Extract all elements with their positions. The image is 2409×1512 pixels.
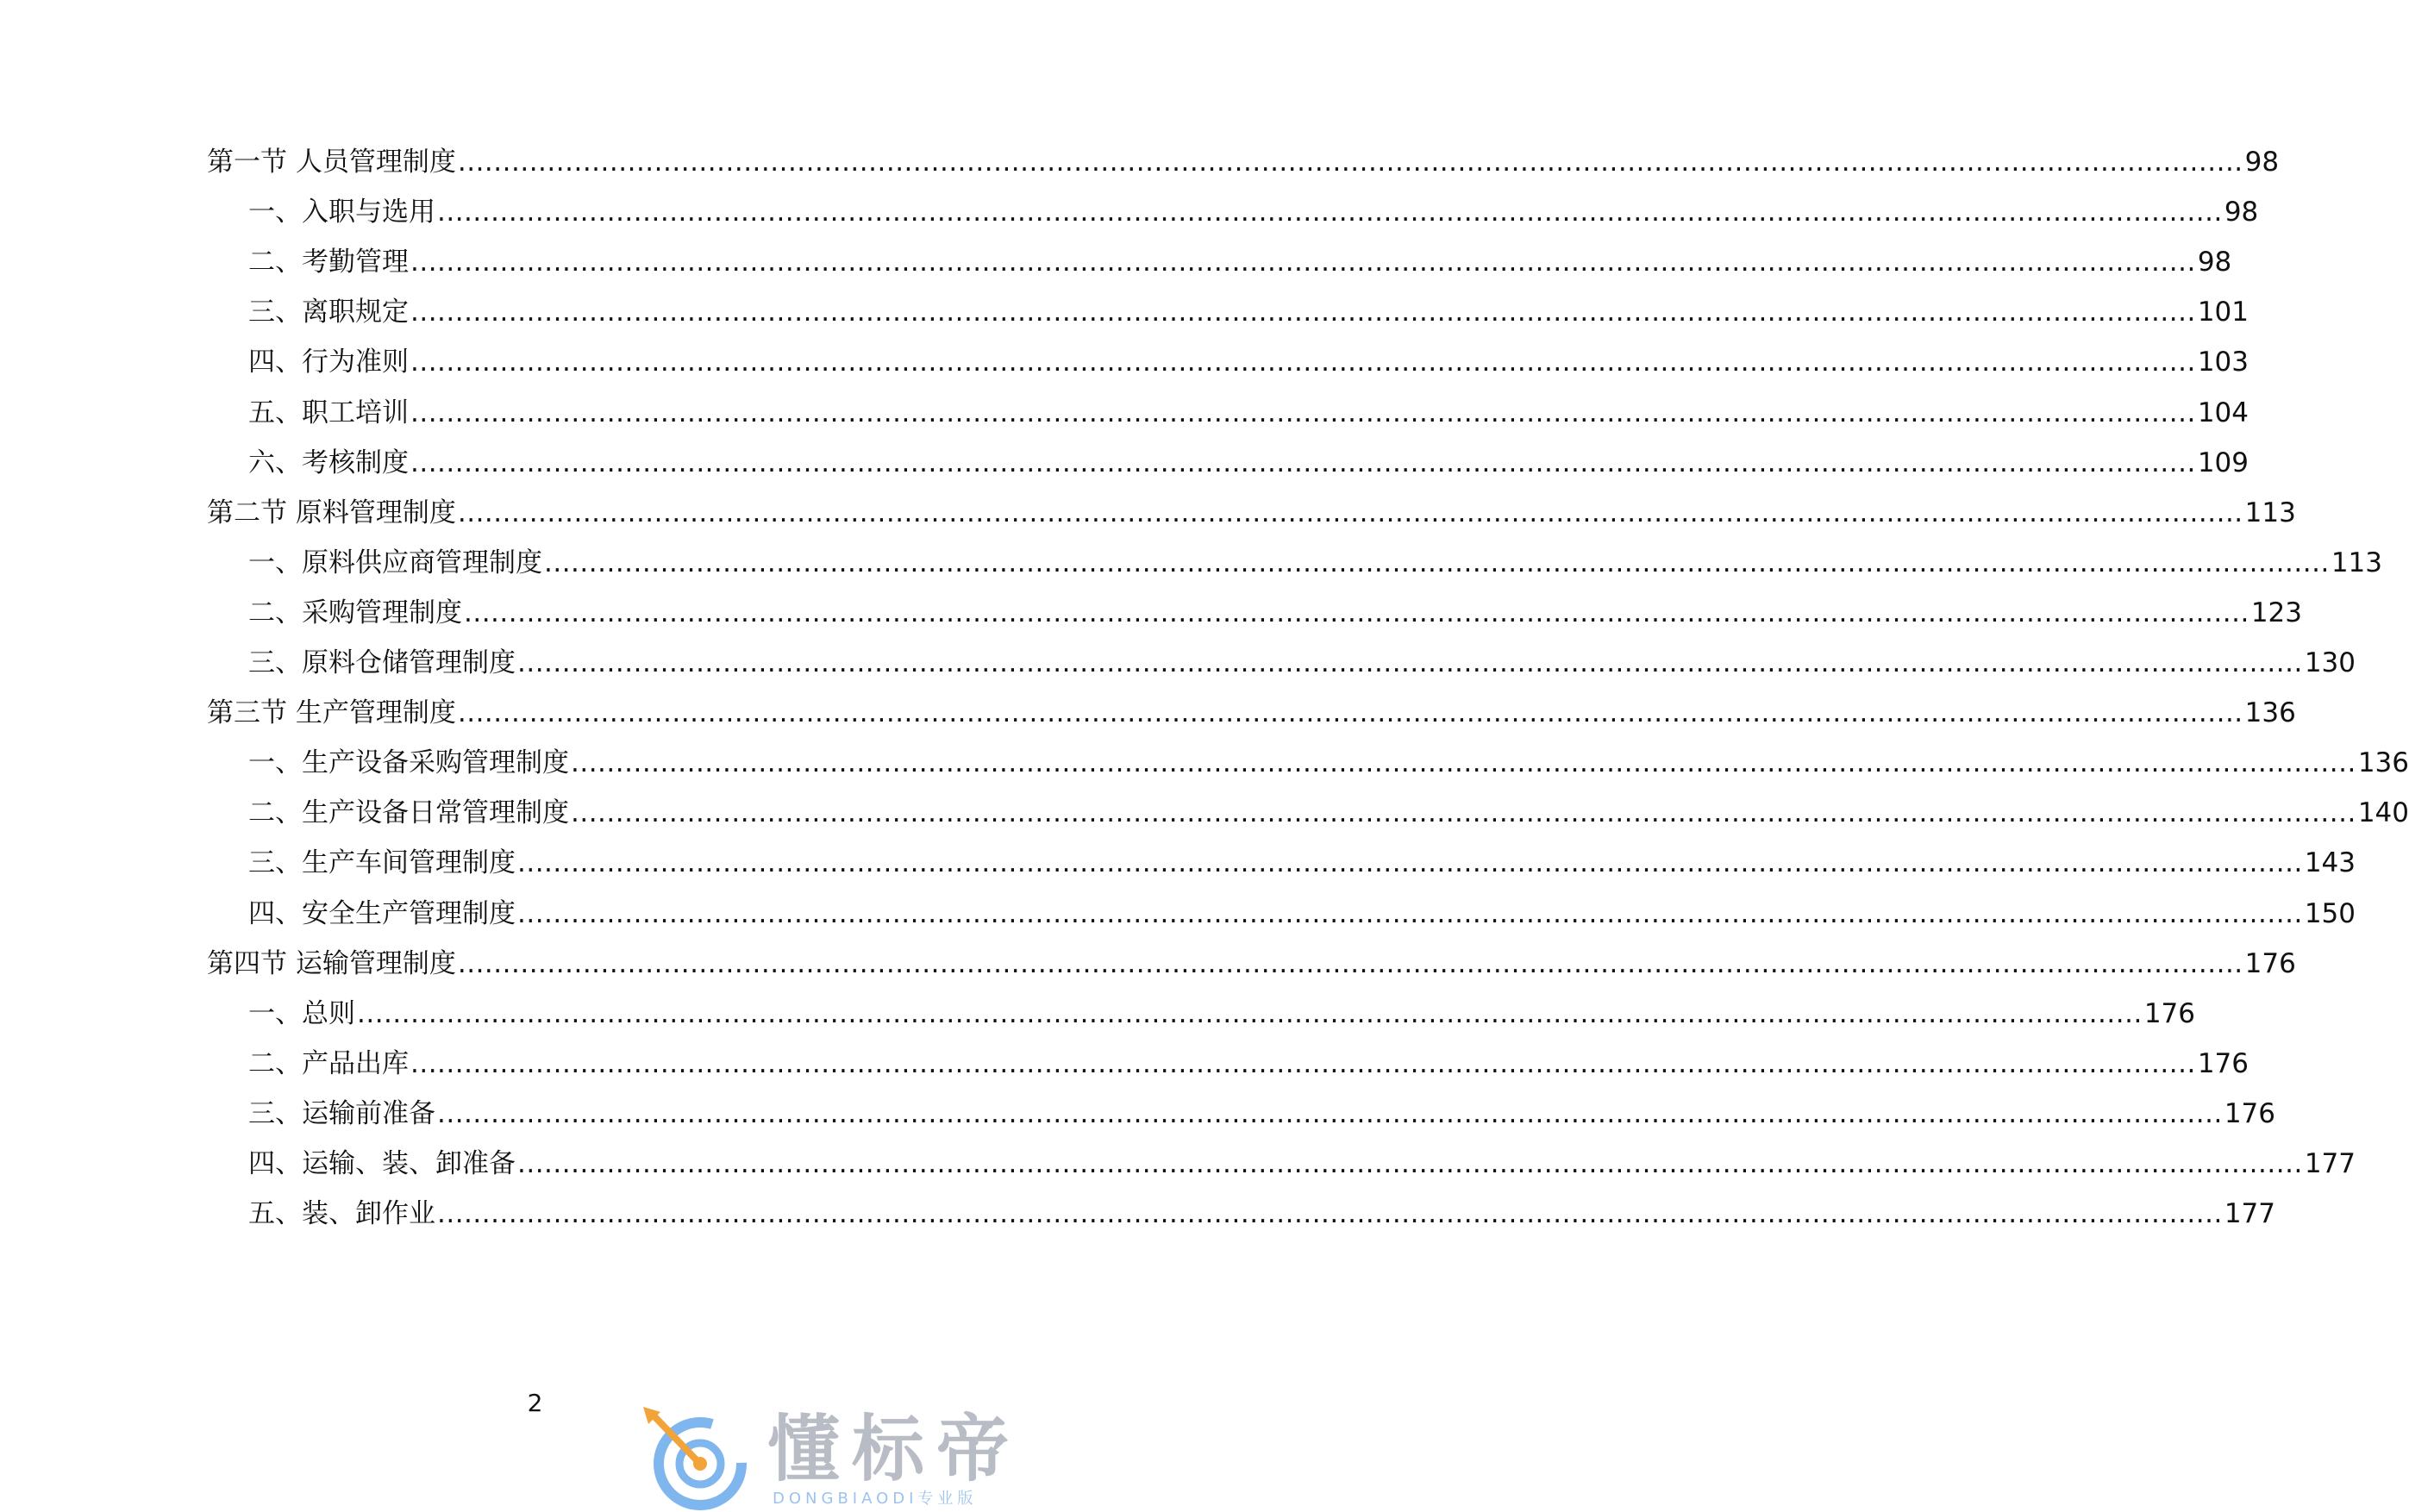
watermark-brand: 懂标帝 — [767, 1407, 1022, 1491]
toc-entry-title: 五、职工培训 — [248, 397, 409, 428]
toc-entry-title: 四、行为准则 — [248, 347, 409, 378]
toc-dot-leader: ........................................................................................................................................................................................................ — [410, 297, 2196, 328]
toc-dot-leader: ........................................................................................................................................................................................................ — [410, 247, 2196, 278]
toc-entry-page: 177 — [2304, 1148, 2356, 1179]
toc-entry-title: 二、考勤管理 — [248, 247, 409, 278]
toc-dot-leader: ........................................................................................................................................................................................................ — [457, 948, 2243, 979]
toc-dot-leader: ........................................................................................................................................................................................................ — [517, 847, 2303, 878]
toc-entry-title: 二、产品出库 — [248, 1048, 409, 1079]
toc-entry-title: 第二节 原料管理制度 — [207, 497, 456, 528]
toc-entry-page: 176 — [2143, 998, 2195, 1029]
toc-dot-leader: ........................................................................................................................................................................................................ — [457, 147, 2243, 178]
toc-dot-leader: ........................................................................................................................................................................................................ — [410, 347, 2196, 378]
toc-item-row[interactable] — [248, 1196, 2275, 1231]
toc-entry-title: 第三节 生产管理制度 — [207, 697, 456, 728]
toc-item-row[interactable] — [248, 245, 2232, 279]
toc-item-row[interactable] — [248, 546, 2382, 580]
toc-entry-page: 103 — [2197, 347, 2249, 378]
toc-entry-title: 二、生产设备日常管理制度 — [248, 797, 569, 828]
toc-entry-title: 三、原料仓储管理制度 — [248, 647, 516, 678]
toc-entry-page: 123 — [2250, 597, 2302, 628]
toc-item-row[interactable] — [248, 646, 2356, 680]
toc-entry-page: 130 — [2304, 647, 2356, 678]
toc-entry-page: 176 — [2244, 948, 2296, 979]
toc-entry-page: 176 — [2224, 1098, 2275, 1129]
toc-section-row[interactable] — [207, 145, 2280, 179]
toc-dot-leader: ........................................................................................................................................................................................................ — [457, 697, 2243, 728]
toc-entry-page: 177 — [2224, 1198, 2275, 1229]
toc-entry-title: 一、生产设备采购管理制度 — [248, 747, 569, 778]
toc-dot-leader: ........................................................................................................................................................................................................ — [544, 547, 2330, 578]
toc-dot-leader: ........................................................................................................................................................................................................ — [410, 447, 2196, 478]
toc-item-row[interactable] — [248, 295, 2249, 329]
toc-dot-leader: ........................................................................................................................................................................................................ — [517, 647, 2303, 678]
toc-entry-title: 一、总则 — [248, 998, 355, 1029]
toc-item-row[interactable] — [248, 846, 2356, 880]
toc-entry-page: 113 — [2331, 547, 2382, 578]
toc-entry-title: 三、运输前准备 — [248, 1098, 435, 1129]
toc-entry-page: 98 — [2197, 247, 2232, 278]
toc-item-row[interactable] — [248, 1146, 2356, 1181]
toc-entry-title: 一、原料供应商管理制度 — [248, 547, 542, 578]
toc-item-row[interactable] — [248, 396, 2249, 430]
toc-entry-page: 98 — [2244, 147, 2280, 178]
toc-dot-leader: ........................................................................................................................................................................................................ — [517, 898, 2303, 929]
toc-section-row[interactable] — [207, 947, 2296, 981]
target-logo-icon — [638, 1405, 750, 1512]
toc-entry-title: 四、运输、装、卸准备 — [248, 1148, 516, 1179]
toc-dot-leader: ........................................................................................................................................................................................................ — [437, 1098, 2223, 1129]
toc-entry-title: 一、入职与选用 — [248, 197, 435, 228]
toc-dot-leader: ........................................................................................................................................................................................................ — [571, 797, 2356, 828]
toc-entry-page: 150 — [2304, 898, 2356, 929]
toc-entry-page: 104 — [2197, 397, 2249, 428]
toc-dot-leader: ........................................................................................................................................................................................................ — [571, 747, 2356, 778]
watermark-subtitle: DONGBIAODI专业版 — [773, 1490, 978, 1508]
toc-dot-leader: ........................................................................................................................................................................................................ — [517, 1148, 2303, 1179]
toc-entry-page: 136 — [2244, 697, 2296, 728]
toc-dot-leader: ........................................................................................................................................................................................................ — [410, 1048, 2196, 1079]
toc-item-row[interactable] — [248, 997, 2195, 1031]
toc-item-row[interactable] — [248, 1097, 2275, 1131]
toc-section-row[interactable] — [207, 496, 2296, 530]
toc-item-row[interactable] — [248, 345, 2249, 379]
toc-dot-leader: ........................................................................................................................................................................................................ — [357, 998, 2143, 1029]
toc-entry-title: 六、考核制度 — [248, 447, 409, 478]
toc-entry-title: 二、采购管理制度 — [248, 597, 462, 628]
toc-entry-page: 101 — [2197, 297, 2249, 328]
toc-entry-title: 四、安全生产管理制度 — [248, 898, 516, 929]
toc-section-row[interactable] — [207, 696, 2296, 730]
toc-item-row[interactable] — [248, 1047, 2249, 1081]
toc-entry-title: 三、生产车间管理制度 — [248, 847, 516, 878]
toc-dot-leader: ........................................................................................................................................................................................................ — [410, 397, 2196, 428]
toc-item-row[interactable] — [248, 796, 2409, 830]
toc-entry-page: 140 — [2357, 797, 2409, 828]
watermark — [638, 1405, 1052, 1509]
toc-item-row[interactable] — [248, 596, 2302, 630]
page-number: 2 — [527, 1389, 543, 1417]
toc-entry-page: 113 — [2244, 497, 2296, 528]
toc-entry-title: 五、装、卸作业 — [248, 1198, 435, 1229]
toc-entry-title: 三、离职规定 — [248, 297, 409, 328]
toc-entry-page: 109 — [2197, 447, 2249, 478]
toc-item-row[interactable] — [248, 746, 2409, 780]
toc-dot-leader: ........................................................................................................................................................................................................ — [457, 497, 2243, 528]
toc-item-row[interactable] — [248, 446, 2249, 480]
toc-item-row[interactable] — [248, 195, 2259, 229]
toc-item-row[interactable] — [248, 897, 2356, 931]
toc-dot-leader: ........................................................................................................................................................................................................ — [437, 197, 2223, 228]
toc-entry-page: 98 — [2224, 197, 2259, 228]
toc-dot-leader: ........................................................................................................................................................................................................ — [464, 597, 2249, 628]
toc-entry-page: 176 — [2197, 1048, 2249, 1079]
toc-dot-leader: ........................................................................................................................................................................................................ — [437, 1198, 2223, 1229]
toc-entry-page: 143 — [2304, 847, 2356, 878]
toc-entry-page: 136 — [2357, 747, 2409, 778]
toc-entry-title: 第四节 运输管理制度 — [207, 948, 456, 979]
toc-entry-title: 第一节 人员管理制度 — [207, 147, 456, 178]
